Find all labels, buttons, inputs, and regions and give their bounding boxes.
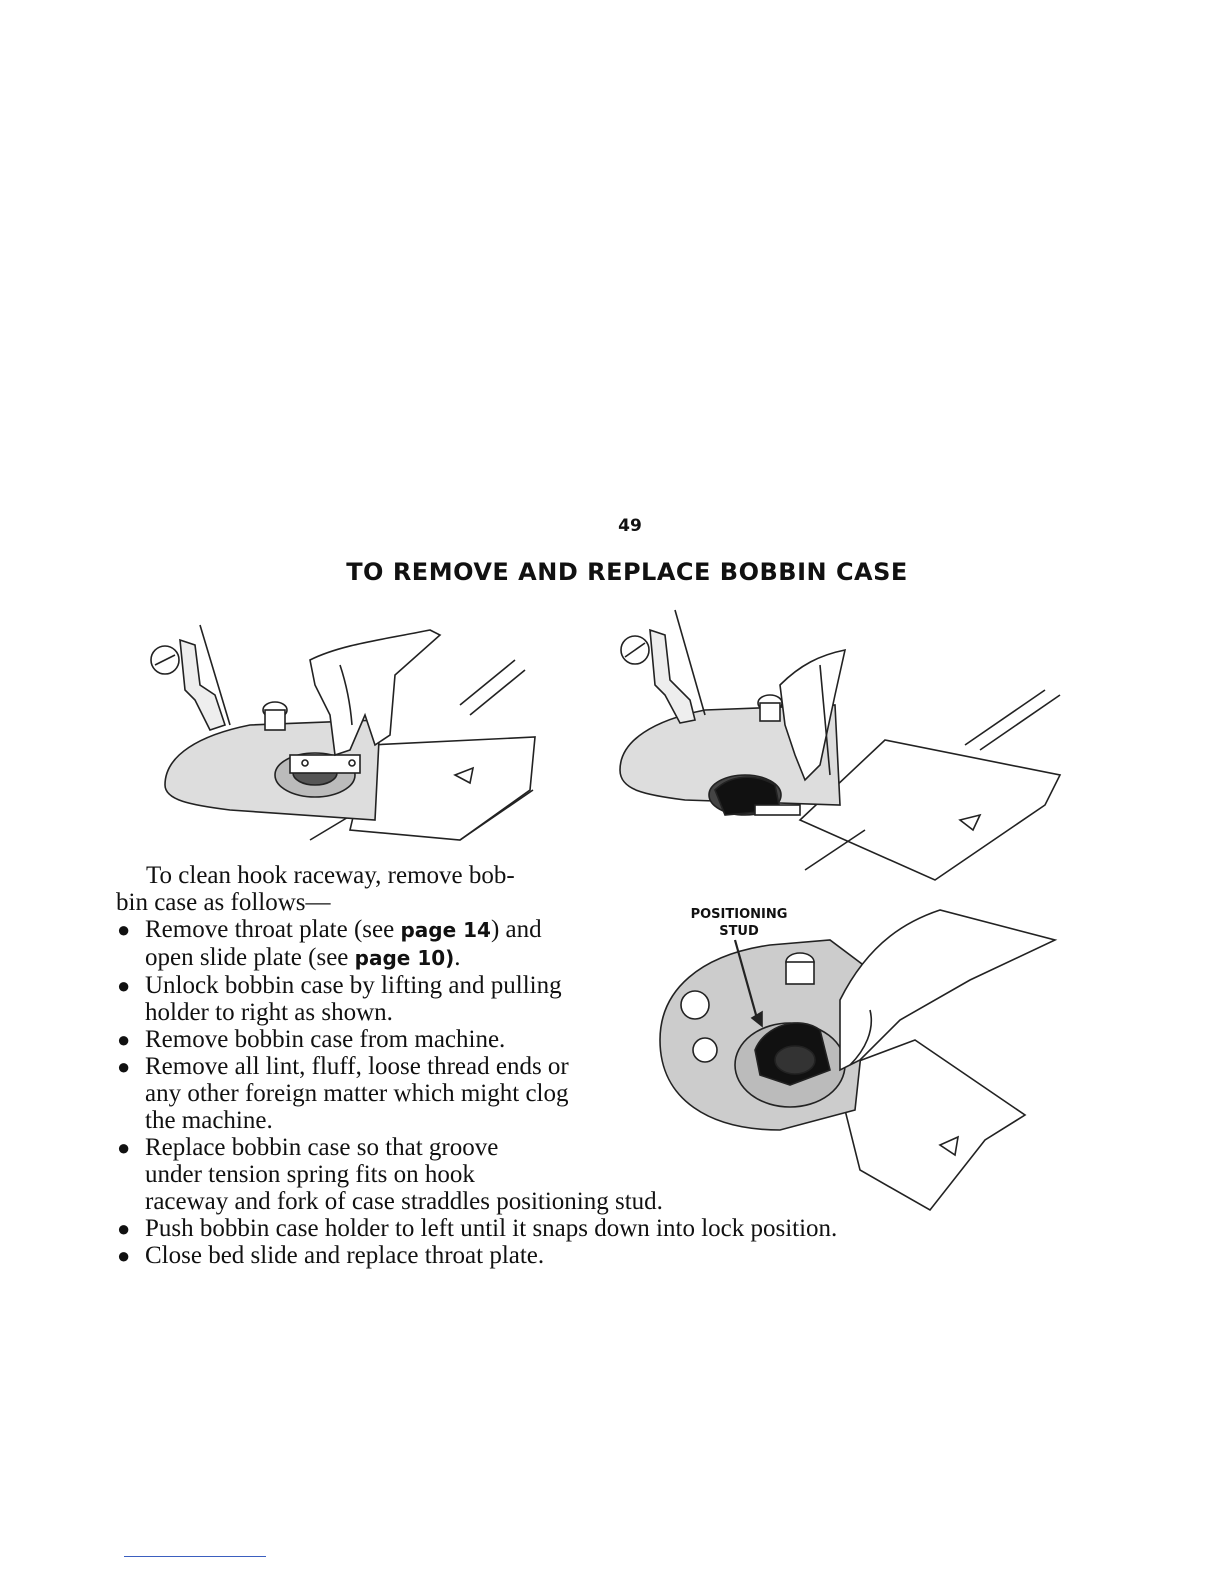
callout-line-2: STUD [719, 924, 759, 939]
intro-line-1: To clean hook raceway, remove bob- [146, 862, 515, 889]
bullet-icon: ● [117, 1027, 131, 1052]
list-item: ● Remove bobbin case from machine. [117, 1026, 506, 1053]
instructions-body [116, 862, 1016, 1269]
bullet-icon: ● [117, 973, 131, 998]
bullet-icon: ● [117, 1216, 131, 1241]
bullet-icon: ● [117, 1243, 131, 1268]
bullet-icon: ● [117, 1135, 131, 1160]
footer-rule [124, 1556, 266, 1557]
bullet-icon: ● [117, 917, 131, 942]
callout-line-1: POSITIONING [690, 907, 788, 922]
page-reference: page 14 [400, 918, 491, 942]
list-item: ● Replace bobbin case so that groove under tension spring fits on hook raceway and fork of case straddles positioning stud. [117, 1134, 663, 1215]
list-item: ● Remove all lint, fluff, loose thread ends or any other foreign matter which might clog the machine. [117, 1053, 569, 1134]
list-item: ● Close bed slide and replace throat plate. [117, 1242, 545, 1269]
page-title: TO REMOVE AND REPLACE BOBBIN CASE [346, 558, 908, 586]
bobbin-holder-illustration [140, 605, 540, 860]
intro-paragraph [116, 862, 632, 916]
bullet-icon: ● [117, 1054, 131, 1079]
list-item: ● Unlock bobbin case by lifting and pulling holder to right as shown. [117, 972, 562, 1026]
page-number: 49 [618, 516, 642, 536]
intro-line-2: bin case as follows— [116, 889, 331, 916]
list-item: ● Push bobbin case holder to left until it snaps down into lock position. [117, 1215, 838, 1242]
list-item: ● Remove throat plate (see page 14) and open slide plate (see page 10). [117, 916, 542, 971]
bobbin-case-illustration [605, 605, 1070, 895]
steps-list [116, 916, 1016, 1269]
page-reference: page 10) [354, 946, 455, 970]
